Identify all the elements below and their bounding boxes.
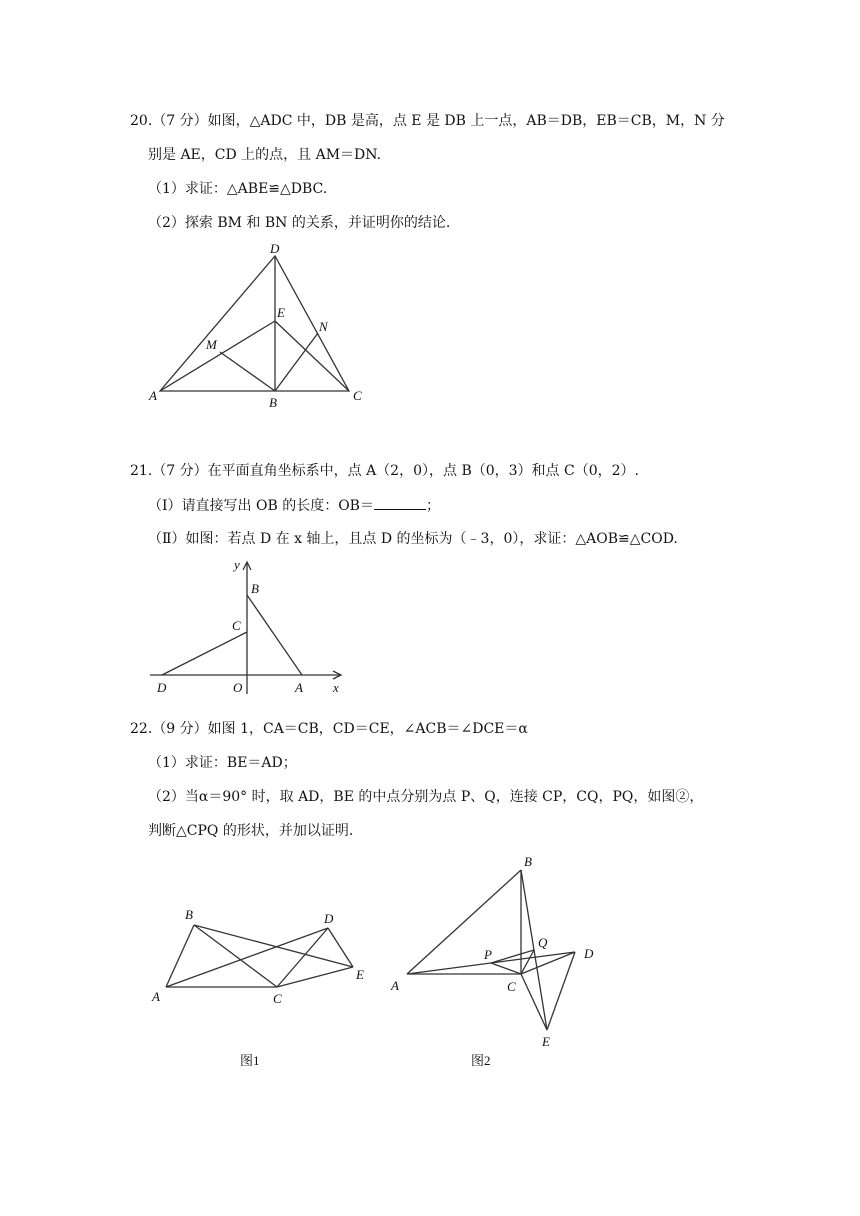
q21-part1-text: （Ⅰ）请直接写出 OB 的长度：OB＝ — [148, 498, 374, 514]
q20-part1: （1）求证：△ABE≌△DBC. — [148, 181, 328, 197]
q20-line1: 20.（7 分）如图，△ADC 中，DB 是高，点 E 是 DB 上一点，AB＝DB，EB＝CB，M，N 分 — [130, 113, 725, 129]
fig2-caption: 图2 — [471, 1053, 491, 1068]
fig2-segment-cp — [491, 963, 521, 974]
fig1-label-d: D — [324, 911, 334, 926]
q22-part2-line1: （2）当α＝90° 时，取 AD，BE 的中点分别为点 P、Q，连接 CP，CQ，PQ，如图②， — [148, 789, 704, 805]
q21-label-d: D — [157, 680, 167, 695]
q21-label-y: y — [234, 557, 240, 572]
q21-figure — [140, 555, 360, 700]
q21-part2: （Ⅱ）如图：若点 D 在 x 轴上，且点 D 的坐标为（﹣3，0），求证：△AOB≌△COD. — [148, 531, 678, 547]
q22-figure-1 — [140, 895, 380, 1075]
fig1-segment-ad — [166, 928, 328, 987]
fig2-label-a: A — [391, 978, 399, 993]
q20-label-a: A — [149, 388, 157, 403]
q20-label-n: N — [319, 319, 328, 334]
q20-segment-ae — [160, 321, 275, 391]
fig1-segment-ce — [277, 967, 353, 987]
fig1-label-c: C — [273, 991, 282, 1006]
fig2-segment-de — [547, 952, 575, 1030]
q21-label-x: x — [333, 680, 339, 695]
q20-label-d: D — [270, 241, 280, 256]
fig1-label-e: E — [356, 967, 364, 982]
fig2-label-b: B — [524, 854, 532, 869]
fig1-caption: 图1 — [240, 1053, 260, 1068]
q20-label-b: B — [269, 395, 277, 410]
q21-label-c: C — [232, 618, 241, 633]
q20-label-e: E — [277, 305, 285, 320]
fig2-label-p: P — [484, 947, 492, 962]
q22-line1: 22.（9 分）如图 1，CA＝CB，CD＝CE，∠ACB＝∠DCE＝α — [130, 721, 528, 737]
fig1-segment-be — [194, 925, 353, 967]
fig1-label-b: B — [185, 907, 193, 922]
q21-segment-ab — [247, 595, 302, 675]
q21-part1-end: ； — [425, 498, 440, 514]
q20-part2: （2）探索 BM 和 BN 的关系，并证明你的结论. — [148, 215, 451, 231]
q21-label-o: O — [233, 680, 243, 695]
q21-label-b: B — [251, 581, 259, 596]
q22-figure-2 — [385, 850, 605, 1075]
q21-line1: 21.（7 分）在平面直角坐标系中，点 A（2，0），点 B（0，3）和点 C（0，2）. — [130, 463, 639, 479]
fig2-segment-ab — [407, 870, 521, 974]
q22-part2-line2: 判断△CPQ 的形状，并加以证明. — [148, 823, 354, 839]
q22-part1: （1）求证：BE＝AD； — [148, 755, 297, 771]
q20-figure — [140, 240, 380, 415]
fig1-label-a: A — [152, 989, 160, 1004]
q21-answer-blank — [374, 495, 426, 510]
q20-segment-ec — [275, 321, 349, 391]
q20-label-m: M — [206, 337, 217, 352]
q20-label-c: C — [353, 388, 362, 403]
fig1-segment-bc — [194, 925, 277, 987]
fig2-label-d: D — [584, 946, 594, 961]
q21-segment-dc — [162, 632, 247, 675]
fig2-label-c: C — [507, 979, 516, 994]
q21-part1 — [148, 495, 440, 516]
q21-label-a: A — [295, 680, 303, 695]
q20-line2: 别是 AE，CD 上的点，且 AM＝DN. — [148, 147, 382, 163]
fig2-label-e: E — [542, 1034, 550, 1049]
q20-segment-bm — [220, 352, 275, 391]
fig2-label-q: Q — [538, 935, 548, 950]
